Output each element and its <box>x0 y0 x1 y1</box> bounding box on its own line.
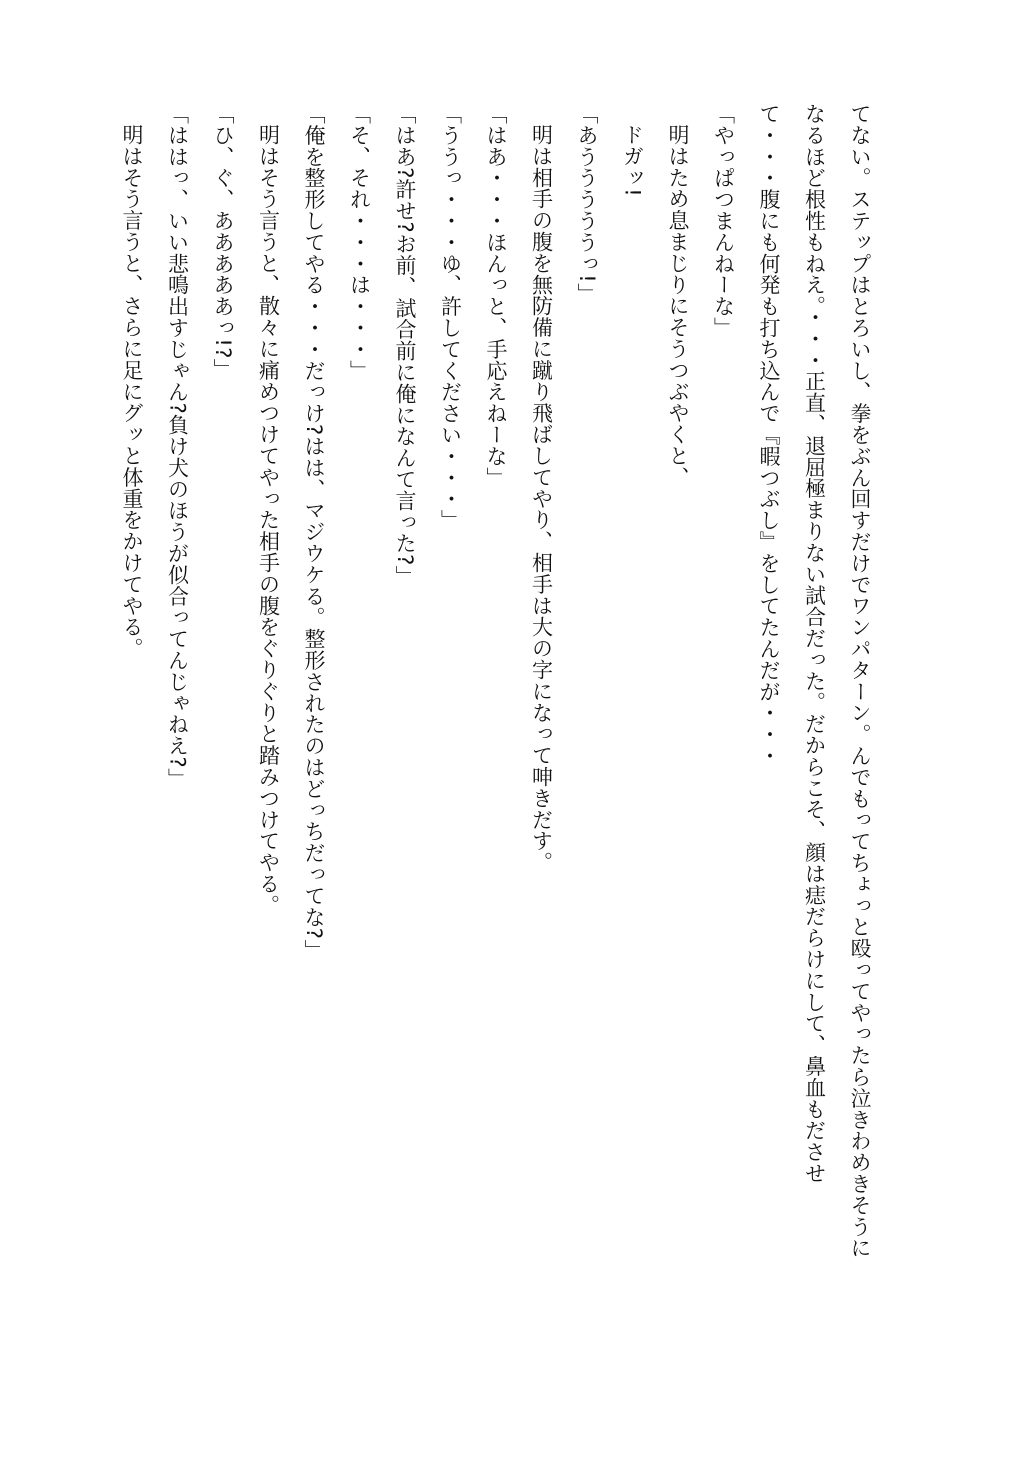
text-line-4: 「やっぱつまんねーな」 <box>711 103 736 339</box>
text-line-11: 「はあ?許せ?お前、試合前に俺になんて言った?」 <box>393 103 417 588</box>
text-line-3: て・・・腹にも何発も打ち込んで『暇つぶし』をしてたんだが・・・ <box>757 103 781 767</box>
text-line-12: 「そ、それ・・・は・・・」 <box>347 103 372 382</box>
text-line-9: 「はあ・・・ほんっと、手応えねーな」 <box>484 103 508 489</box>
text-line-16: 「ははっ、いい悲鳴出すじゃん?負け犬のほうが似合ってんじゃねえ?」 <box>165 103 190 790</box>
text-line-14: 明はそう言うと、散々に痛めつけてやった相手の腹をぐりぐりと踏みつけてやる。 <box>256 124 281 916</box>
text-line-17: 明はそう言うと、さらに足にグッと体重をかけてやる。 <box>120 124 144 659</box>
text-line-10: 「ううっ・・・ゆ、許してください・・・」 <box>438 103 463 531</box>
text-line-13: 「俺を整形してやる・・・だっけ?はは、マジウケる。整形されたのはどっちだってな?」 <box>302 103 326 961</box>
text-line-8: 明は相手の腹を無防備に蹴り飛ばしてやり、相手は大の字になって呻きだす。 <box>529 124 554 873</box>
text-line-2: なるほど根性もねえ。・・・正直、退屈極まりない試合だった。だからこそ、顔は痣だらけにして、鼻血もださせ <box>802 103 827 1184</box>
text-line-7: 「あうううううっ!」 <box>575 103 599 305</box>
text-line-5: 明はため息まじりにそうつぶやくと、 <box>666 124 690 488</box>
text-line-15: 「ひ、ぐ、あああああっ!?」 <box>211 103 235 381</box>
vertical-text-body <box>122 103 882 1343</box>
text-line-1: てない。ステップはとろいし、拳をぶん回すだけでワンパターン。んでもってちょっと殴ってやったら泣きわめきそうに <box>848 103 872 1259</box>
text-line-6: ドガッ! <box>620 124 645 198</box>
